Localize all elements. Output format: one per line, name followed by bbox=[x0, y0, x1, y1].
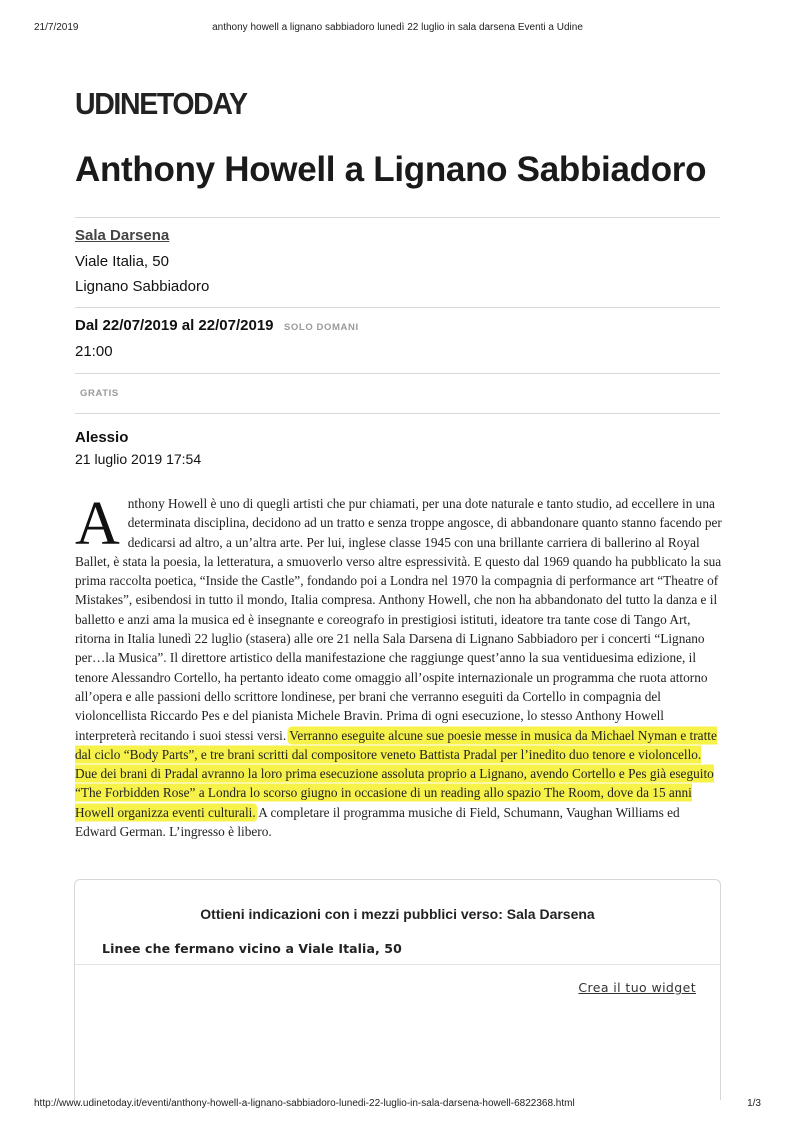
widget-title: Ottieni indicazioni con i mezzi pubblici verso: Sala Darsena bbox=[200, 906, 595, 922]
print-title: anthony howell a lignano sabbiadoro lunedì 22 luglio in sala darsena Eventi a Udine bbox=[212, 22, 583, 33]
article-text-end: A completare il programma musiche di Field, Schumann, Vaughan Williams ed Edward German. L’ingresso è libero. bbox=[75, 804, 680, 840]
page-number: 1/3 bbox=[747, 1098, 761, 1109]
article-text: nthony Howell è uno di quegli artisti che pur chiamati, per una dote naturale e tanto studio, ad eccellere in una determinata disciplina, decidono ad un tratto e senza troppe angosce, di abbandonare quanto stanno facendo per dedicarsi ad altro, a un’altra arte. Per lui, inglese classe 1945 con una brillante carriera di ballerino al Royal Ballet, è stata la poesia, la letteratura, a smuoverlo verso altre espressività. E questo dal 1969 quando ha pubblicato la sua prima raccolta poetica, “Inside the Castle”, fondando poi a Londra nel 1970 la compagnia di performance art “Theatre of Mistakes”, esibendosi in tutto il mondo, Italia compresa. Anthony Howell, che non ha abbandonato del tutto la danza e il balletto e anzi ama la musica ed è insegnante e coreografo in prestigiosi istituti, ideatore tra tante cose di Tango Art, ritorna in Italia lunedì 22 luglio (stasera) alle ore 21 nella Sala Darsena di Lignano Sabbiadoro per i concerti “Lignano per…la Musica”. Il direttore artistico della manifestazione che raggiunge quest’anno la sua ventiduesima edizione, il tenore Alessandro Cortello, ha pertanto ideato come omaggio all’ospite internazionale un programma che ruota attorno all’opera e alle passioni dello scrittore londinese, per brani che verranno eseguiti da Cortello in compagnia del violoncellista Riccardo Pes e del pianista Michele Bravin. Prima di ogni esecuzione, lo stesso Anthony Howell interpreterà recitando i suoi stessi versi. bbox=[75, 496, 722, 743]
event-time: 21:00 bbox=[75, 343, 113, 360]
site-logo[interactable]: UDINETODAY bbox=[75, 86, 247, 121]
highlighted-text: Verranno eseguite alcune sue poesie messe in musica da Michael Nyman e tratte dal ciclo “Body Parts”, e tre brani scritti dal compositore veneto Battista Pradal per l’inedito duo tenore e violoncello. Due dei brani di Pradal avranno la loro prima esecuzione assoluta proprio a Lignano, avendo Cortello e Pes già eseguito “The Forbidden Rose” a Londra lo scorso giugno in occasione di un reading allo spazio The Room, dove da 15 anni Howell organizza eventi culturali. bbox=[75, 727, 717, 820]
dates-badge: SOLO DOMANI bbox=[284, 322, 359, 333]
article-body bbox=[75, 490, 723, 841]
author-name: Alessio bbox=[75, 429, 129, 446]
divider bbox=[75, 413, 720, 414]
transit-widget bbox=[74, 879, 721, 1100]
widget-subtitle: Linee che fermano vicino a Viale Italia, 50 bbox=[102, 941, 402, 956]
widget-divider bbox=[75, 964, 720, 965]
print-date: 21/7/2019 bbox=[34, 22, 79, 33]
create-widget-link[interactable]: Crea il tuo widget bbox=[578, 980, 696, 995]
print-url: http://www.udinetoday.it/eventi/anthony-howell-a-lignano-sabbiadoro-lunedi-22-luglio-in-sala-darsena-howell-6822368.html bbox=[34, 1098, 575, 1109]
venue-link[interactable]: Sala Darsena bbox=[75, 227, 170, 244]
divider bbox=[75, 373, 720, 374]
page-title: Anthony Howell a Lignano Sabbiadoro bbox=[75, 150, 707, 189]
divider bbox=[75, 307, 720, 308]
dropcap: A bbox=[75, 490, 120, 558]
divider bbox=[75, 217, 720, 218]
publish-date: 21 luglio 2019 17:54 bbox=[75, 451, 202, 467]
event-dates: Dal 22/07/2019 al 22/07/2019 bbox=[75, 317, 274, 334]
price-badge: GRATIS bbox=[80, 388, 119, 399]
venue-address: Viale Italia, 50 bbox=[75, 253, 169, 270]
venue-city: Lignano Sabbiadoro bbox=[75, 278, 210, 295]
